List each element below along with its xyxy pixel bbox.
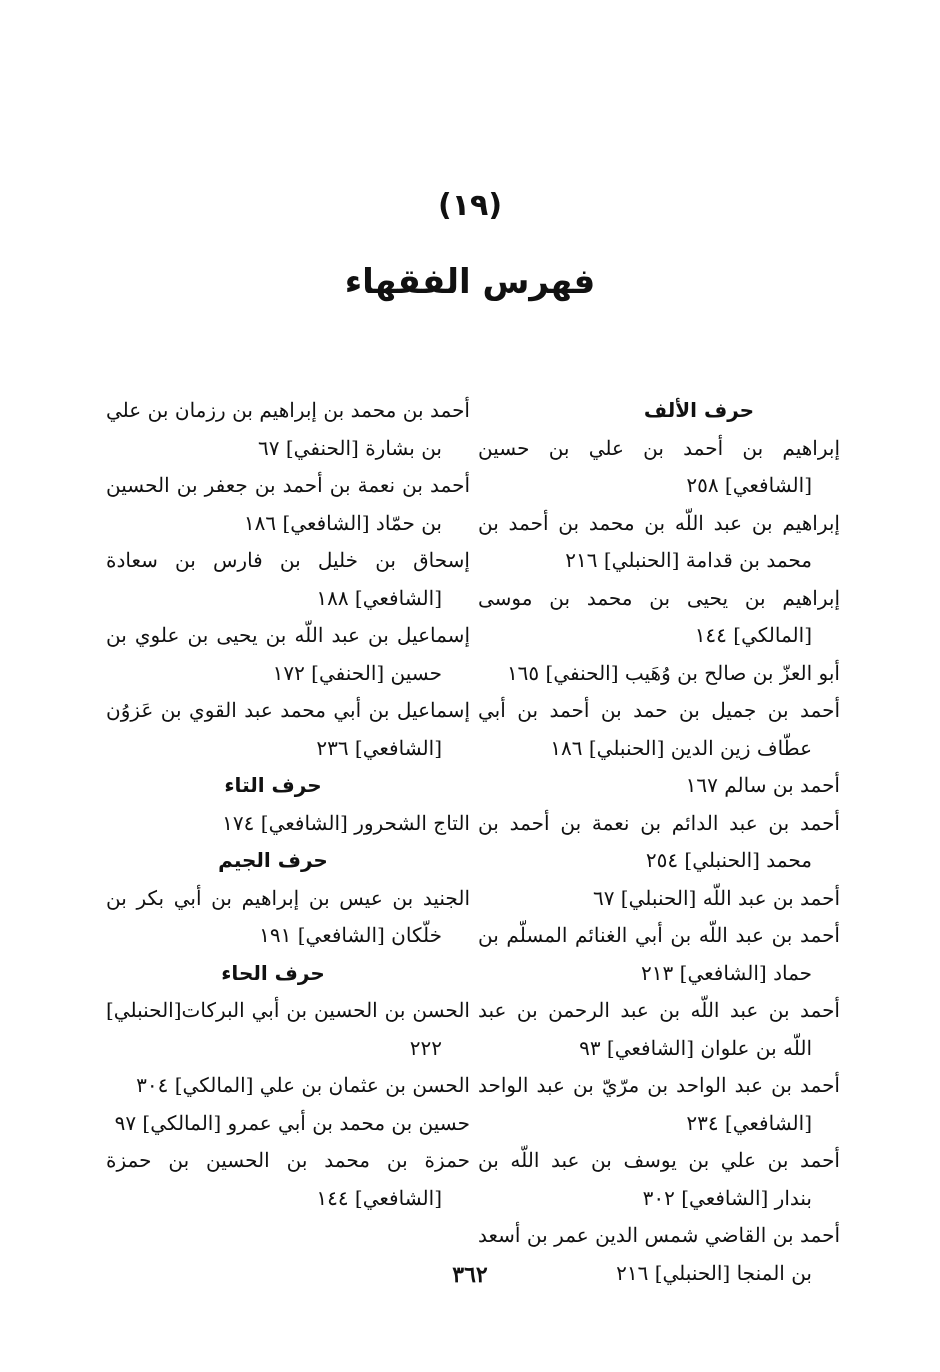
index-entry: الجنيد بن عيس بن إبراهيم بن أبي بكر بن خلّكان [الشافعي] ١٩١ [106, 885, 470, 947]
index-entry: أحمد بن عبد الواحد بن مرّيّ بن عبد الواحد [الشافعي] ٢٣٤ [478, 1073, 840, 1135]
index-entry: إسحاق بن خليل بن فارس بن سعادة [الشافعي] ١٨٨ [106, 548, 470, 610]
index-entry: أحمد بن القاضي شمس الدين عمر بن أسعد بن المنجا [الحنبلي] ٢١٦ [478, 1223, 840, 1285]
index-entry: إسماعيل بن أبي محمد عبد القوي بن عَزوُن [الشافعي] ٢٣٦ [106, 698, 470, 760]
index-entry: أحمد بن عبد اللّه بن عبد الرحمن بن عبد اللّه بن علوان [الشافعي] ٩٣ [478, 998, 840, 1060]
index-entry: أحمد بن عبد الدائم بن نعمة بن أحمد بن محمد [الحنبلي] ٢٥٤ [478, 810, 840, 872]
index-entry: إبراهيم بن يحيى بن محمد بن موسى [المالكي] ١٤٤ [478, 585, 840, 647]
index-entry: حسين بن محمد بن أبي عمرو [المالكي] ٩٧ [114, 1110, 470, 1135]
index-entry: أحمد بن علي بن يوسف بن عبد اللّه بن بندار [الشافعي] ٣٠٢ [478, 1148, 840, 1210]
index-entry: الحسن بن الحسين بن أبي البركات[الحنبلي] ٢٢٢ [106, 998, 470, 1060]
letter-heading: حرف الألف [643, 398, 755, 422]
left-column [106, 392, 470, 1217]
right-column [478, 392, 840, 1292]
index-entry: حمزة بن محمد بن الحسين بن حمزة [الشافعي] ١٤٤ [106, 1148, 470, 1210]
index-entry: إبراهيم بن عبد اللّه بن محمد بن أحمد بن محمد بن قدامة [الحنبلي] ٢١٦ [478, 510, 840, 572]
index-entry: أحمد بن نعمة بن أحمد بن جعفر بن الحسين بن حمّاد [الشافعي] ١٨٦ [106, 473, 470, 535]
index-entry: أحمد بن جميل بن حمد بن أحمد بن أبي عطّاف زين الدين [الحنبلي] ١٨٦ [478, 698, 840, 760]
index-entry: أحمد بن سالم ١٦٧ [685, 773, 840, 797]
page-number: ٣٦٢ [452, 1262, 488, 1288]
letter-heading: حرف الجيم [218, 848, 328, 872]
index-entry: أحمد بن عبد اللّه بن أبي الغنائم المسلّم بن حماد [الشافعي] ٢١٣ [478, 923, 840, 985]
index-entry: إسماعيل بن عبد اللّه بن يحيى بن علوي بن حسين [الحنفي] ١٧٢ [106, 623, 470, 685]
index-entry: أحمد بن محمد بن إبراهيم بن رزمان بن علي بن بشارة [الحنفي] ٦٧ [106, 398, 470, 460]
index-entry: التاج الشحرور [الشافعي] ١٧٤ [222, 810, 470, 835]
letter-heading: حرف التاء [224, 773, 322, 797]
index-entry: أحمد بن عبد اللّه [الحنبلي] ٦٧ [592, 885, 840, 910]
page-title: فهرس الفقهاء [344, 262, 596, 302]
letter-heading: حرف الحاء [221, 960, 325, 985]
index-entry: الحسن بن عثمان بن علي [المالكي] ٣٠٤ [136, 1073, 470, 1097]
index-entry: إبراهيم بن أحمد بن علي بن حسين [الشافعي] ٢٥٨ [478, 435, 840, 497]
index-entry: أبو العزّ بن صالح بن وُهَيب [الحنفي] ١٦٥ [506, 660, 840, 685]
section-number: (١٩) [437, 188, 503, 223]
